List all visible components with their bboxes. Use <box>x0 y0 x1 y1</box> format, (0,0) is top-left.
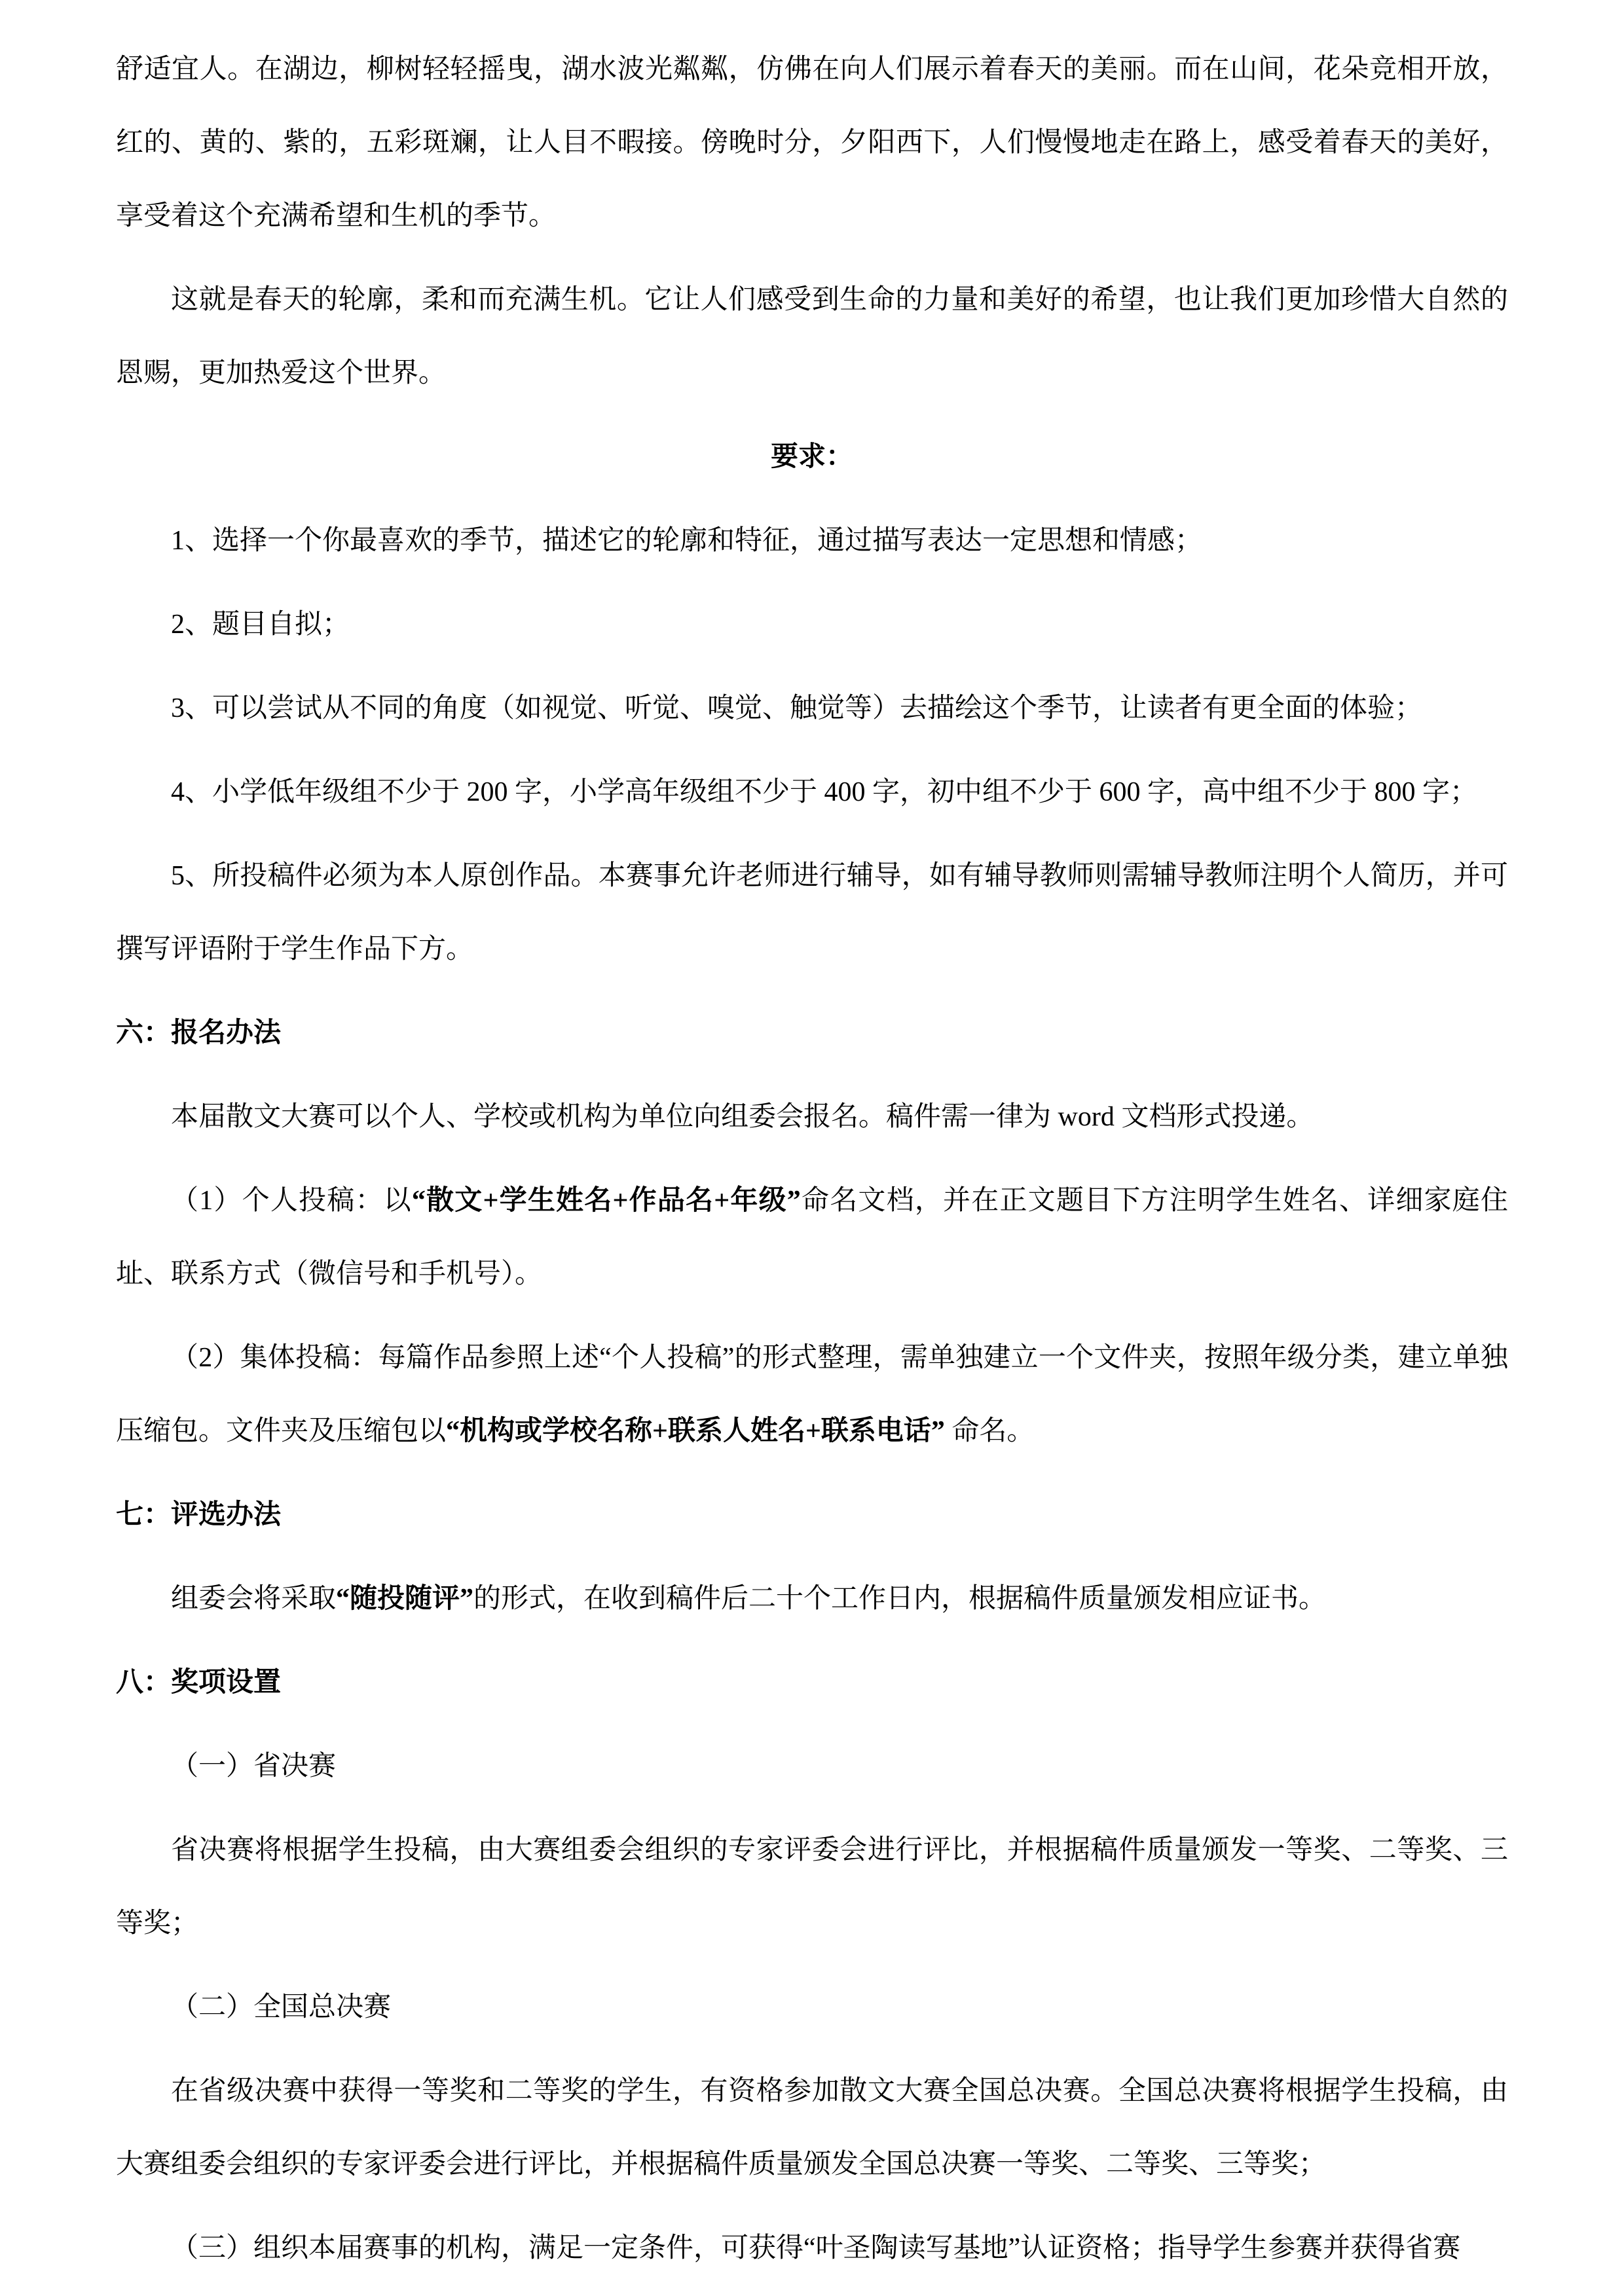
bold-text-run: 要求： <box>770 442 853 472</box>
bold-text-run: 七：评选办法 <box>116 1500 282 1530</box>
text-run: （2）集体投稿：每篇作品参照上述“个人投稿”的形式整理，需单独建立一个文件夹，按照年级分类，建立单独压缩包。文件夹及压缩包以 <box>116 1343 1508 1446</box>
award-subheading-national <box>116 1971 1508 2044</box>
text-run: 的形式，在收到稿件后二十个工作日内，根据稿件质量颁发相应证书。 <box>473 1584 1327 1614</box>
text-run: 这就是春天的轮廓，柔和而充满生机。它让人们感受到生命的力量和美好的希望，也让我们更加珍惜大自然的恩赐，更加热爱这个世界。 <box>116 285 1508 388</box>
requirement-item-3 <box>116 672 1508 745</box>
requirement-item-2 <box>116 588 1508 661</box>
text-run: 4、小学低年级组不少于 200 字，小学高年级组不少于 400 字，初中组不少于 600 字，高中组不少于 800 字； <box>171 777 1478 807</box>
registration-group-paragraph <box>116 1321 1508 1468</box>
text-run: 本届散文大赛可以个人、学校或机构为单位向组委会报名。稿件需一律为 word 文档形式投递。 <box>171 1102 1314 1132</box>
award-organization-paragraph <box>116 2212 1508 2285</box>
requirement-item-1 <box>116 504 1508 577</box>
text-run: （一）省决赛 <box>171 1751 337 1781</box>
bold-text-run: 六：报名办法 <box>116 1018 282 1048</box>
bold-text-run: “散文+学生姓名+作品名+年级” <box>411 1186 801 1216</box>
bold-text-run: “机构或学校名称+联系人姓名+联系电话” <box>446 1416 945 1446</box>
text-run: 1、选择一个你最喜欢的季节，描述它的轮廓和特征，通过描写表达一定思想和情感； <box>171 526 1203 556</box>
text-run: 2、题目自拟； <box>171 610 350 640</box>
text-run: （二）全国总决赛 <box>171 1992 392 2022</box>
text-run: 命名文档，并在正文题目下方注明学生姓名、详细家庭住址、联系方式（微信号和手机号）。 <box>116 1186 1508 1289</box>
award-national-paragraph <box>116 2054 1508 2201</box>
selection-paragraph <box>116 1562 1508 1635</box>
registration-individual-paragraph <box>116 1164 1508 1311</box>
text-run: 舒适宜人。在湖边，柳树轻轻摇曳，湖水波光粼粼，仿佛在向人们展示着春天的美丽。而在山间，花朵竞相开放，红的、黄的、紫的，五彩斑斓，让人目不暇接。傍晚时分，夕阳西下，人们慢慢地走在路上，感受着春天的美好，享受着这个充满希望和生机的季节。 <box>116 54 1508 231</box>
section-heading-selection <box>116 1478 1508 1552</box>
award-subheading-provincial <box>116 1730 1508 1803</box>
requirement-item-5 <box>116 839 1508 986</box>
section-heading-awards <box>116 1646 1508 1719</box>
text-run: 在省级决赛中获得一等奖和二等奖的学生，有资格参加散文大赛全国总决赛。全国总决赛将根据学生投稿，由大赛组委会组织的专家评委会进行评比，并根据稿件质量颁发全国总决赛一等奖、二等奖、三等奖； <box>116 2076 1508 2179</box>
registration-intro-paragraph <box>116 1080 1508 1154</box>
text-run: 省决赛将根据学生投稿，由大赛组委会组织的专家评委会进行评比，并根据稿件质量颁发一等奖、二等奖、三等奖； <box>116 1835 1508 1939</box>
text-run: （1）个人投稿：以 <box>171 1186 412 1216</box>
bold-text-run: “随投随评” <box>336 1584 474 1614</box>
requirement-item-4 <box>116 756 1508 829</box>
text-run: 组委会将采取 <box>171 1584 337 1614</box>
text-run: 命名。 <box>944 1416 1035 1446</box>
bold-text-run: 八：奖项设置 <box>116 1667 282 1698</box>
document-body <box>116 33 1508 2285</box>
text-run: 5、所投稿件必须为本人原创作品。本赛事允许老师进行辅导，如有辅导教师则需辅导教师注明个人简历，并可撰写评语附于学生作品下方。 <box>116 861 1508 964</box>
text-run: （三）组织本届赛事的机构，满足一定条件，可获得“叶圣陶读写基地”认证资格；指导学生参赛并获得省赛 <box>171 2233 1461 2263</box>
section-heading-registration <box>116 996 1508 1070</box>
body-paragraph-spring-scenery <box>116 33 1508 253</box>
body-paragraph-spring-summary <box>116 263 1508 410</box>
requirements-heading <box>116 420 1508 494</box>
text-run: 3、可以尝试从不同的角度（如视觉、听觉、嗅觉、触觉等）去描绘这个季节，让读者有更全面的体验； <box>171 693 1423 723</box>
award-provincial-paragraph <box>116 1813 1508 1960</box>
